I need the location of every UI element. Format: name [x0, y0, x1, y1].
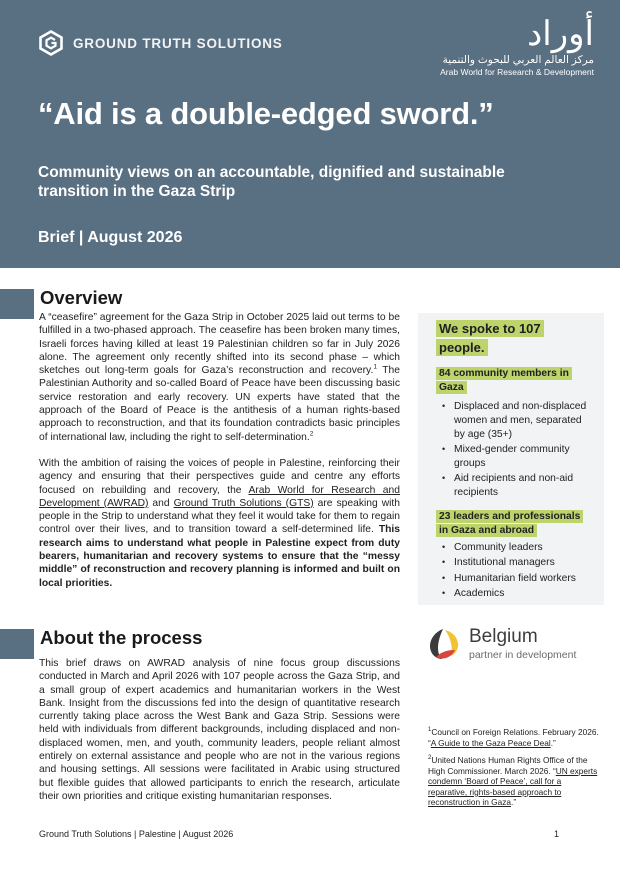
doc-type-label: Brief | August 2026	[38, 229, 183, 246]
gts-link[interactable]: Ground Truth Solutions (GTS)	[173, 497, 314, 509]
list-item: • Displaced and non-displaced women and men, separated by age (35+)	[440, 400, 590, 441]
list-item: • Institutional managers	[440, 556, 590, 570]
cover-header	[0, 0, 620, 268]
footnote-2: $^2$United Nations Human Rights Office of the High Commissioner. March 2026. “UN experts condemn ‘Board of Peace’, call for a reparative, rights-based approach to reconstruction in Gaza.”	[428, 755, 598, 808]
process-heading: About the process	[40, 627, 203, 648]
overview-paragraph-1: A “ceasefire” agreement for the Gaza Strip in October 2025 laid out terms to be fulfilled in a two-phased approach. The ceasefire has been broken many times, Israeli forces having killed at least 19 Palestinian children so far in July 2026 alone. The agreement only recently shifted into its second phase – which sketches out long-term goals for Gaza’s reconstruction and recovery.$^1$ The Palestinian Authority and so-called Board of Peace have been discussing basic service restoration and early recovery. UN experts have stated that the approach of the Board of Peace is the antithesis of a human rights-based approach to reconstruction, and that its foundation contradicts basic principles of international law, including the right to self-determination.$^2$	[39, 312, 400, 443]
overview-body	[39, 311, 400, 590]
footnote-1: $^1$Council on Foreign Relations. February 2026. “A Guide to the Gaza Peace Deal.”	[428, 727, 599, 748]
group1-title: 84 community members in Gaza	[436, 367, 586, 395]
footnote-ref-2[interactable]: 2	[309, 430, 314, 438]
page-title: “Aid is a double-edged sword.”	[38, 96, 494, 131]
awrad-mark: أوراد	[527, 14, 594, 54]
process-body	[39, 657, 400, 803]
sidebar-headline: We spoke to 107 people.	[436, 319, 576, 357]
list-item: • Humanitarian field workers	[440, 572, 590, 586]
gts-logo	[38, 30, 283, 56]
page-number: 1	[554, 829, 560, 839]
belgium-logo	[427, 626, 576, 662]
awrad-arabic-name: مركز العالم العربي للبحوث والتنمية	[442, 54, 594, 66]
awrad-link[interactable]: Arab World for Research and Development (AWRAD)	[39, 484, 400, 509]
group1-list	[440, 400, 590, 501]
belgium-flag-icon	[427, 626, 461, 662]
awrad-english-name: Arab World for Research & Development	[440, 67, 594, 77]
group2-title: 23 leaders and professionals in Gaza and abroad	[436, 510, 586, 538]
footnote-1-link[interactable]: A Guide to the Gaza Peace Deal	[430, 737, 551, 748]
gts-hexagon-icon	[38, 30, 64, 56]
gts-name: GROUND TRUTH SOLUTIONS	[73, 35, 283, 51]
partner-tagline: partner in development	[469, 649, 577, 661]
partner-name: Belgium	[469, 626, 538, 647]
overview-heading: Overview	[40, 287, 123, 308]
overview-paragraph-2: With the ambition of raising the voices of people in Palestine, reinforcing their agency and ensuring that their perspectives guide and centre any efforts focused on rebuilding and recovery, the Arab World for Research and Development (AWRAD) and Ground Truth Solutions (GTS) are speaking with people in the Strip to understand what they feel it would take for them to regain control over their lives, and to transition toward a self-determined life. This research aims to understand what people in Palestine expect from duty bearers, humanitarian and recovery systems to ensure that the “messy middle” of reconstruction and recovery planning is informed and built on local priorities.	[39, 457, 401, 589]
section-marker	[0, 629, 34, 659]
page-footer: Ground Truth Solutions | Palestine | August 2026	[39, 829, 234, 839]
participants-sidebar	[418, 313, 604, 605]
list-item: • Mixed-gender community groups	[440, 443, 590, 471]
page-subtitle: Community views on an accountable, dignified and sustainable transition in the Gaza Strip	[38, 164, 505, 200]
footnote-ref-1[interactable]: 1	[373, 363, 377, 371]
awrad-logo	[384, 14, 594, 77]
footnote-2-link[interactable]: UN experts condemn ‘Board of Peace’, call for a reparative, rights-based approach to reconstruction in Gaza	[428, 765, 598, 808]
section-marker	[0, 289, 34, 319]
list-item: • Community leaders	[440, 541, 590, 555]
list-item: • Aid recipients and non-aid recipients	[440, 472, 590, 500]
group2-list	[440, 541, 590, 602]
list-item: • Academics	[440, 587, 590, 601]
process-paragraph: This brief draws on AWRAD analysis of nine focus group discussions conducted in March and April 2026 with 107 people across the Gaza Strip, and a small group of expert academics and humanitarian workers in the West Bank. Insight from the discussions fed into the design of quantitative research currently taking place across the West Bank and Gaza Strip. Sessions were held with individuals from different backgrounds, including displaced and non-displaced women, men, and youth, community leaders, people reliant almost entirely on external assistance and people who are not in the various regions and housing settings. All sessions were facilitated in Arabic using structured but flexible guides that allowed participants to enrich the research, articulate their own priorities and critique existing humanitarian responses.	[39, 658, 400, 802]
